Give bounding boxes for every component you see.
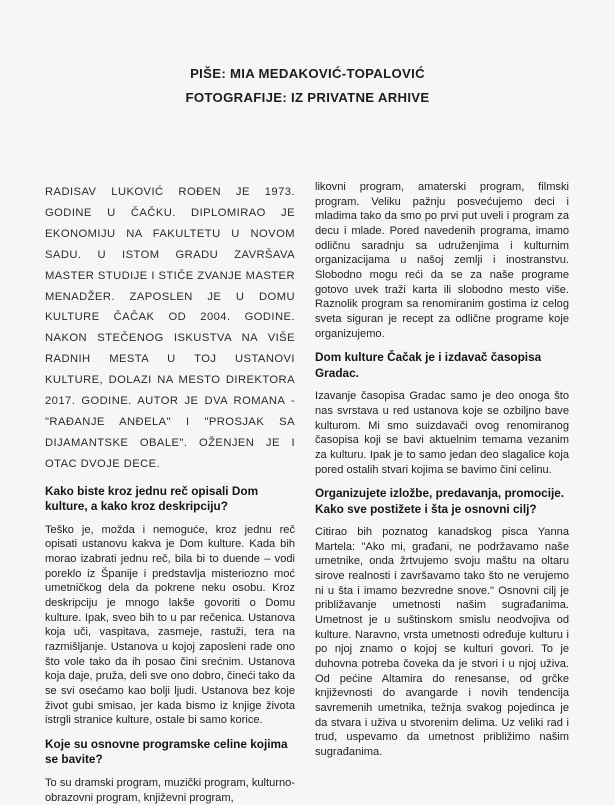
answer-2-start: To su dramski program, muzički program, kulturno-obrazovni program, književni program, [45, 776, 295, 804]
answer-3: Izavanje časopisa Gradac samo je deo onoga što nas svrstava u red ustanova koje se ozbiljno bave kulturom. Mi smo suizdavači ovog renomiranog časopisa koji se bavi aktuelnim temama vezanim za kulturu. Ipak je to samo jedan deo slagalice koja pored ostalih stvari kojima se bavimo čini celinu. [315, 390, 569, 476]
author-credit: PIŠE: MIA MEDAKOVIĆ-TOPALOVIĆ [190, 66, 425, 81]
photo-credit: FOTOGRAFIJE: IZ PRIVATNE ARHIVE [185, 90, 430, 105]
right-column [315, 180, 569, 760]
answer-1: Teško je, možda i nemoguće, kroz jednu reč opisati ustanovu kakva je Dom kulture. Kada bih morao izabrati jednu reč, bila bi to duende – vodi poreklo iz Španije i predstavlja misteriozno moć umetničkog dela da pokrene neku osobu. Kroz deskripciju je mnogo lakše govoriti o Domu kulture. Ipak, sveo bih to u par rečenica. Ustanova koja uči, vaspitava, zasmeje, rastuži, tera na razmišljanje. Ustanova u kojoj zaposleni rade ono što vole tako da ih posao čini srećnim. Ustanova koja daje, pruža, deli sve ono dobro, čineći tako da se svi osećamo kao bolji ljudi. Ustanova bez koje život gubi smisao, jer kada bismo iz knjige života istrgli stranice kulture, ostale bi samo korice. [45, 523, 295, 727]
answer-4: Citirao bih poznatog kanadskog pisca Yanna Martela: "Ako mi, građani, ne podržavamo naše umetnike, onda žrtvujemo svoju maštu na oltaru sirove realnosti i završavamo tako što ne verujemo ni u šta i imamo bezvredne snove." Osnovni cilj je približavanje umetnosti našim sugrađanima. Umetnost je u suštinskom smislu neodvojiva od kulture. Naravno, vrsta umetnosti određuje kulturu i po njoj znamo o kojoj se kulturi govori. To je duhovna potreba čoveka da je stvori i u njoj uživa. Od pećine Altamira do renesanse, od grčke književnosti do avangarde i novih tendencija savremenih umetnika, težnja svakog pojedinca je da stvara i uživa u stvorenim delima. Uz veliki rad i trud, uspevamo da umetnost približimo našim sugrađanima. [315, 526, 569, 758]
question-3: Dom kulture Čačak je i izdavač časopisa Gradac. [315, 350, 542, 380]
answer-2-continued: likovni program, amaterski program, filmski program. Veliku pažnju posvećujemo deci i mladima tako da smo po prvi put uveli i program za decu i mlade. Pored navedenih programa, imamo odličnu saradnju sa udruženjima i kulturnim organizacijama u našoj zemlji i inostranstvu. Slobodno mogu reći da se za naše programe gotovo uvek traži karta ili slobodno mesto više. Raznolik program sa renomiranim gostima iz celog sveta siguran je recept za odlične programe koje organizujemo. [315, 181, 569, 340]
question-4: Organizujete izložbe, predavanja, promocije. Kako sve postižete i šta je osnovni cilj? [315, 486, 565, 516]
question-1: Kako biste kroz jednu reč opisali Dom kulture, a kako kroz deskripciju? [45, 483, 259, 514]
left-column [45, 182, 295, 805]
author-bio: RADISAV LUKOVIĆ ROĐEN JE 1973. GODINE U ČAČKU. DIPLOMIRAO JE EKONOMIJU NA FAKULTETU U NOVOM SADU. U ISTOM GRADU ZAVRŠAVA MASTER STUDIJE I STIČE ZVANJE MASTER MENADŽER. ZAPOSLEN JE U DOMU KULTURE ČAČAK OD 2004. GODINE. NAKON STEČENOG ISKUSTVA NA VIŠE RADNIH MESTA U TOJ USTANOVI KULTURE, DOLAZI NA MESTO DIREKTORA 2017. GODINE. AUTOR JE DVA ROMANA - "RAĐANJE ANĐELA" I "PROSJAK SA DIJAMANTSKE OBALE". OŽENJEN JE I OTAC DVOJE DECE. [45, 186, 295, 470]
article-credits [0, 62, 615, 110]
question-2: Koje su osnovne programske celine kojima se bavite? [45, 736, 288, 767]
